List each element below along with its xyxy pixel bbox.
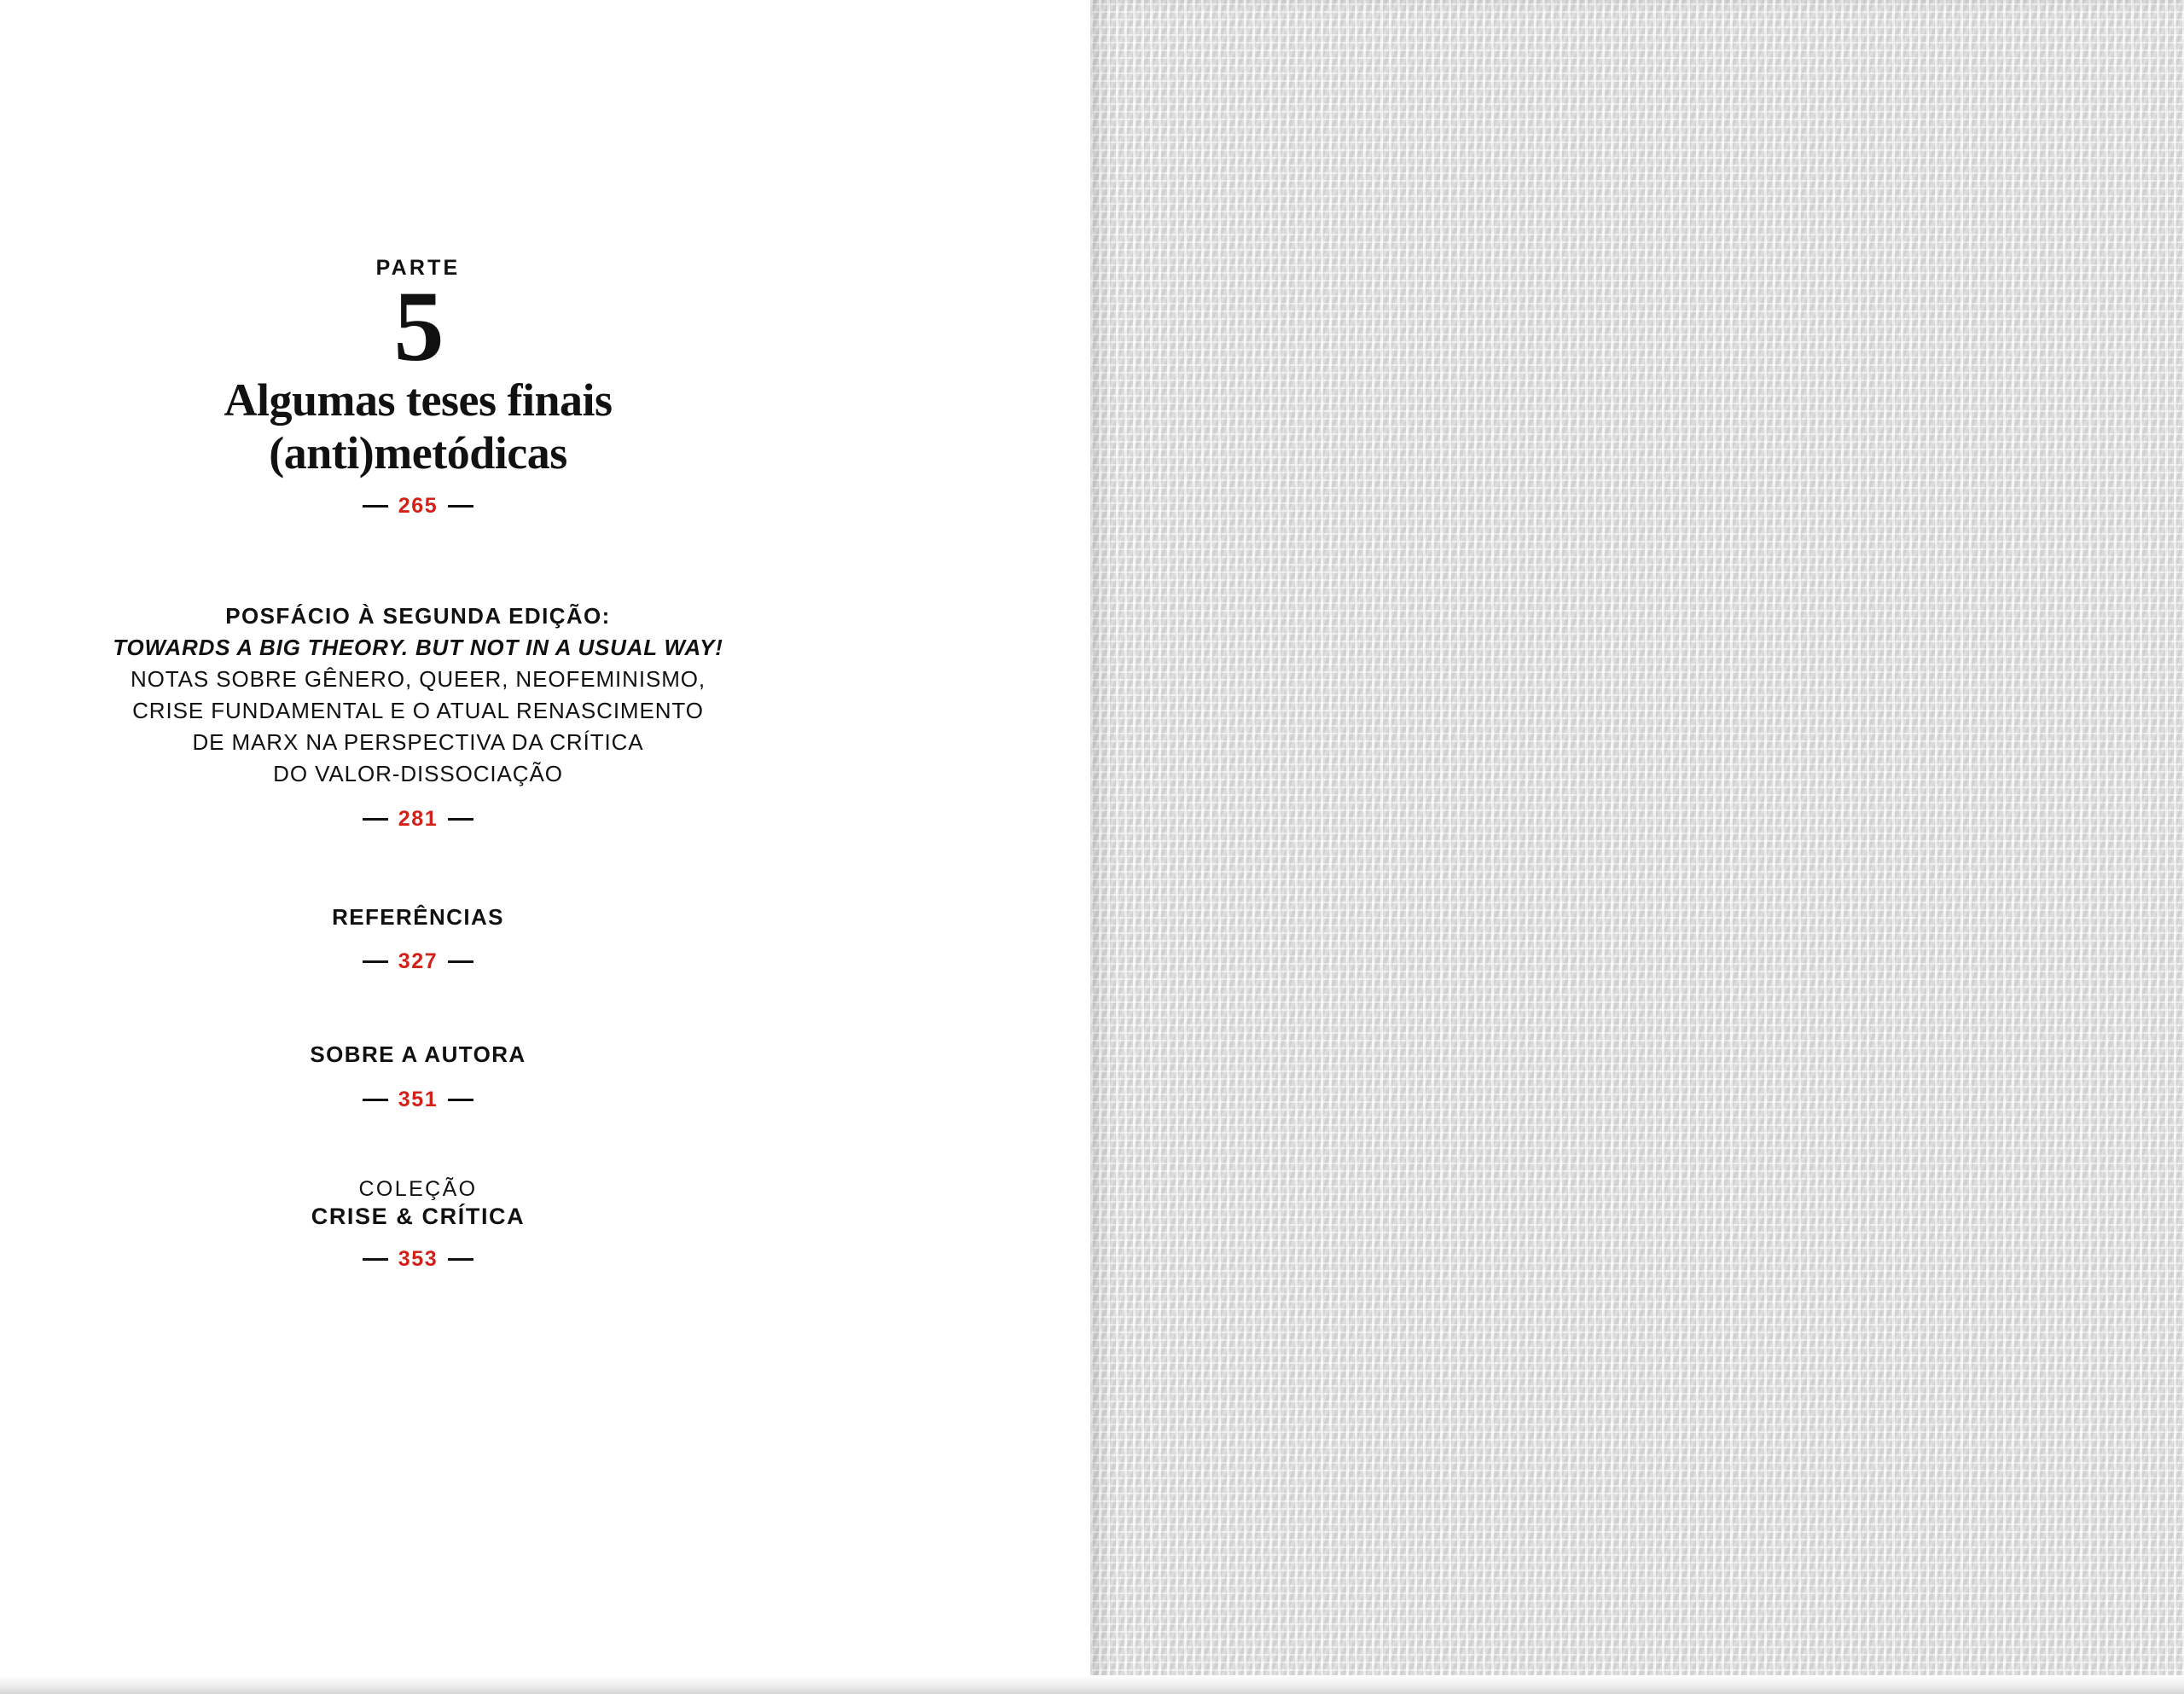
toc-entry-references[interactable] [0, 902, 836, 975]
blank-textured-page [1090, 0, 2184, 1694]
dash-left-icon [363, 1258, 388, 1261]
entry-body-line-3: DE MARX NA PERSPECTIVA DA CRÍTICA [192, 728, 644, 755]
page-number: 327 [398, 949, 439, 974]
dash-right-icon [448, 818, 473, 821]
entry-page-reference [0, 1088, 836, 1112]
part-number: 5 [393, 270, 443, 382]
entry-heading: REFERÊNCIAS [332, 903, 504, 930]
entry-body-line-1: NOTAS SOBRE GÊNERO, QUEER, NEOFEMINISMO, [130, 665, 706, 692]
page-number: 281 [398, 806, 439, 831]
part-label: PARTE [375, 256, 461, 280]
entry-body-line-2: CRISE FUNDAMENTAL E O ATUAL RENASCIMENTO [132, 697, 704, 723]
dash-left-icon [363, 818, 388, 821]
toc-page [0, 0, 1090, 1694]
dash-left-icon [363, 505, 388, 508]
page-number: 265 [398, 494, 439, 519]
entry-body-line-4: DO VALOR-DISSOCIAÇÃO [273, 760, 563, 786]
dash-left-icon [363, 1099, 388, 1101]
dash-right-icon [448, 1258, 473, 1261]
entry-page-reference [0, 949, 836, 974]
collection-label: COLEÇÃO [358, 1177, 478, 1202]
toc-entry-collection[interactable] [0, 1177, 836, 1272]
page-number: 351 [398, 1088, 439, 1112]
page-bottom-edge [0, 1675, 2184, 1694]
spacer [0, 974, 1090, 1039]
part-title-line-2: (anti)metódicas [269, 426, 567, 479]
part-title-line-1: Algumas teses finais [224, 374, 613, 426]
entry-heading: SOBRE A AUTORA [310, 1041, 526, 1068]
collection-name: CRISE & CRÍTICA [311, 1204, 526, 1230]
dash-right-icon [448, 960, 473, 963]
dash-right-icon [448, 1099, 473, 1101]
toc-entry-about-author[interactable] [0, 1039, 836, 1112]
toc-entry-afterword[interactable] [0, 600, 836, 831]
entry-page-reference [0, 807, 836, 832]
spacer [0, 832, 1090, 902]
spacer [0, 519, 1090, 600]
toc-content [0, 0, 1090, 1272]
page-number: 353 [398, 1247, 439, 1272]
part-page-reference [0, 494, 836, 519]
entry-subtitle: TOWARDS A BIG THEORY. BUT NOT IN A USUAL WAY! [113, 635, 723, 661]
dash-right-icon [448, 505, 473, 508]
entry-heading: POSFÁCIO À SEGUNDA EDIÇÃO: [225, 603, 611, 629]
dash-left-icon [363, 960, 388, 963]
spacer [0, 1112, 1090, 1177]
toc-part-entry[interactable] [0, 256, 836, 519]
entry-page-reference [0, 1247, 836, 1272]
